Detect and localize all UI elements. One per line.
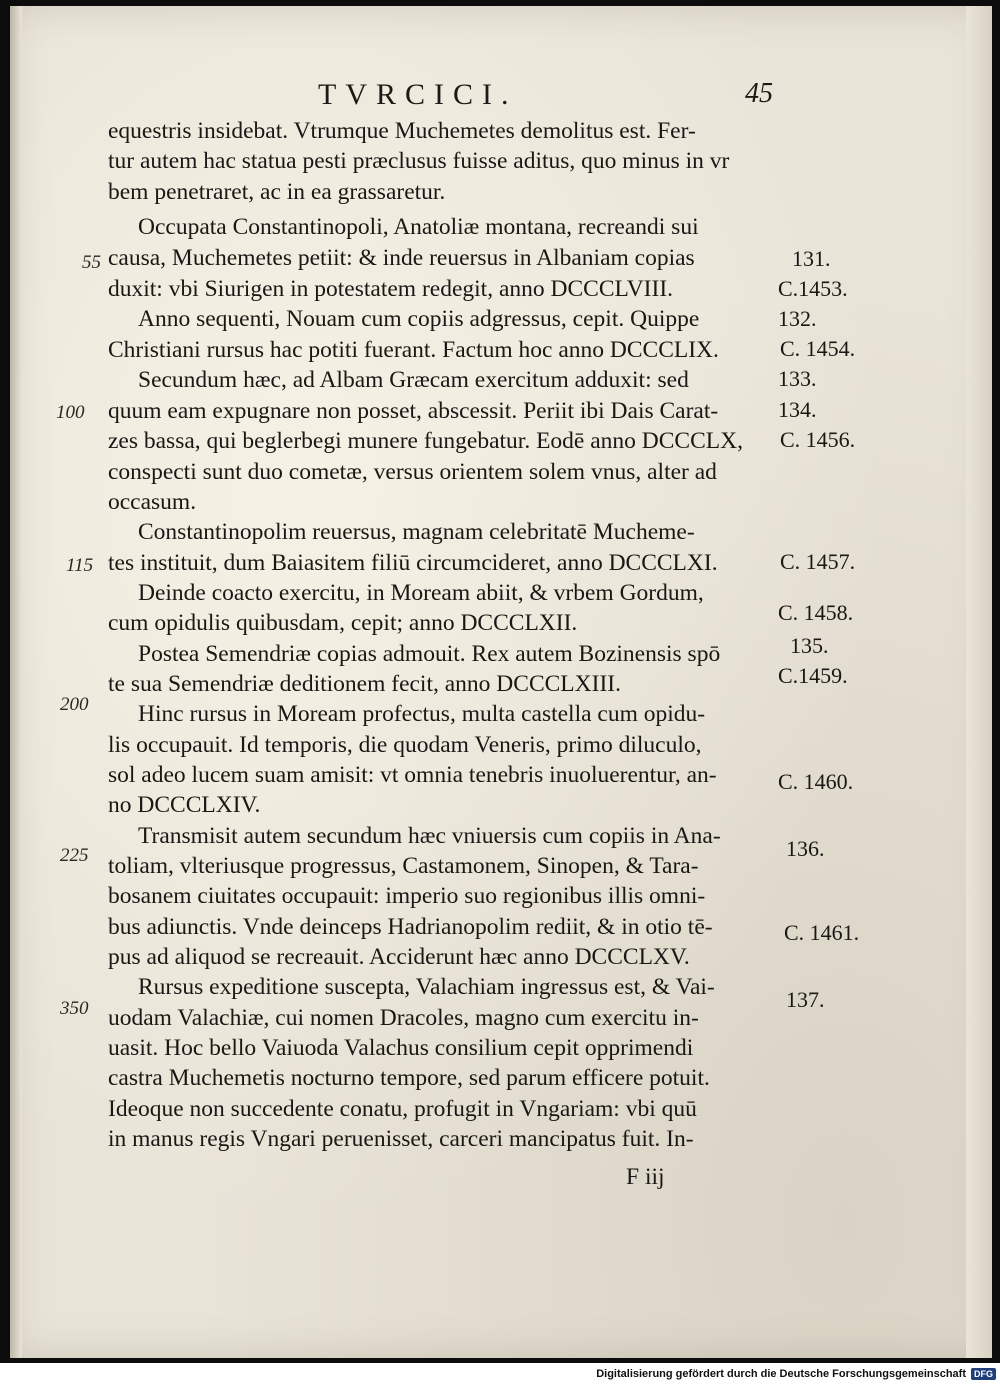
text-line: Postea Semendriæ copias admouit. Rex autem Bozinensis spō	[138, 641, 721, 667]
margin-note: 137.	[786, 987, 825, 1012]
margin-note: C.1453.	[778, 276, 848, 301]
text-line: Ideoque non succedente conatu, profugit in Vngariam: vbi quū	[108, 1096, 697, 1122]
text-line: in manus regis Vngari peruenisset, carceri mancipatus fuit. In-	[108, 1126, 694, 1152]
text-line: Hinc rursus in Moream profectus, multa castella cum opidu-	[138, 701, 706, 727]
margin-note: C. 1458.	[778, 600, 854, 625]
text-line: Anno sequenti, Nouam cum copiis adgressus, cepit. Quippe	[138, 306, 700, 332]
text-line: uodam Valachiæ, cui nomen Dracoles, magno cum exercitu in-	[108, 1005, 699, 1031]
text-line: causa, Muchemetes petiit: & inde reuersus in Albaniam copias	[108, 245, 695, 271]
margin-note: C. 1460.	[778, 769, 854, 794]
text-line: te sua Semendriæ deditionem fecit, anno DCCCLXIII.	[108, 671, 621, 697]
margin-note: 135.	[790, 633, 829, 658]
signature-mark: F iij	[626, 1164, 665, 1190]
text-line: equestris insidebat. Vtrumque Muchemetes demolitus est. Fer-	[108, 118, 696, 144]
margin-note: C.1459.	[778, 663, 848, 688]
page-gutter	[10, 6, 22, 1358]
page-edge	[966, 6, 992, 1358]
margin-mark: 225	[60, 845, 89, 866]
margin-note: 132.	[778, 306, 817, 331]
margin-note: C. 1457.	[780, 549, 856, 574]
footer-bar	[0, 1363, 1000, 1389]
text-line: lis occupauit. Id temporis, die quodam Veneris, primo diluculo,	[108, 732, 702, 758]
text-line: occasum.	[108, 489, 197, 515]
text-line: cum opidulis quibusdam, cepit; anno DCCCLXII.	[108, 610, 578, 636]
text-line: Deinde coacto exercitu, in Moream abiit, & vrbem Gordum,	[138, 580, 704, 606]
text-line: toliam, vlteriusque progressus, Castamonem, Sinopen, & Tara-	[108, 853, 699, 879]
text-line: castra Muchemetis nocturno tempore, sed parum efficere potuit.	[108, 1065, 710, 1091]
margin-note: C. 1454.	[780, 336, 856, 361]
page-number: 45	[745, 78, 773, 109]
text-line: Secundum hæc, ad Albam Græcam exercitum adduxit: sed	[138, 367, 689, 393]
text-line: Occupata Constantinopoli, Anatoliæ montana, recreandi sui	[138, 214, 699, 240]
text-line: Transmisit autem secundum hæc vniuersis cum copiis in Ana-	[138, 823, 721, 849]
margin-mark: 350	[60, 998, 89, 1019]
margin-note: 131.	[792, 246, 831, 271]
running-head: TVRCICI.	[318, 78, 518, 111]
margin-note: C. 1461.	[784, 920, 860, 945]
text-line: Christiani rursus hac potiti fuerant. Factum hoc anno DCCCLIX.	[108, 337, 719, 363]
dfg-logo-icon: DFG	[971, 1368, 996, 1380]
margin-mark: 55	[82, 252, 101, 273]
text-line: pus ad aliquod se recreauit. Acciderunt hæc anno DCCCLXV.	[108, 944, 690, 970]
margin-mark: 115	[66, 555, 94, 576]
text-line: conspecti sunt duo cometæ, versus orientem solem vnus, alter ad	[108, 459, 717, 485]
text-line: zes bassa, qui beglerbegi munere fungebatur. Eodē anno DCCCLX,	[108, 428, 743, 454]
text-line: Constantinopolim reuersus, magnam celebritatē Mucheme-	[138, 519, 695, 545]
margin-note: 136.	[786, 836, 825, 861]
margin-mark: 200	[60, 694, 89, 715]
text-line: bem penetraret, ac in ea grassaretur.	[108, 179, 446, 205]
text-line: sol adeo lucem suam amisit: vt omnia tenebris inuoluerentur, an-	[108, 762, 717, 788]
text-line: Rursus expeditione suscepta, Valachiam ingressus est, & Vai-	[138, 974, 715, 1000]
text-line: no DCCCLXIV.	[108, 792, 261, 818]
funding-credit: Digitalisierung gefördert durch die Deutsche Forschungsgemeinschaft	[596, 1368, 966, 1380]
margin-mark: 100	[56, 402, 85, 423]
margin-note: C. 1456.	[780, 427, 856, 452]
margin-note: 133.	[778, 366, 817, 391]
text-line: bosanem ciuitates occupauit: imperio suo regionibus illis omni-	[108, 883, 706, 909]
text-line: bus adiunctis. Vnde deinceps Hadrianopolim rediit, & in otio tē-	[108, 914, 713, 940]
text-line: duxit: vbi Siurigen in potestatem redegit, anno DCCCLVIII.	[108, 276, 674, 302]
margin-note: 134.	[778, 397, 817, 422]
text-line: tes instituit, dum Baiasitem filiū circumcideret, anno DCCCLXI.	[108, 550, 718, 576]
text-line: quum eam expugnare non posset, abscessit. Periit ibi Dais Carat-	[108, 398, 719, 424]
text-line: tur autem hac statua pesti præclusus fuisse aditus, quo minus in vr	[108, 148, 730, 174]
text-line: uasit. Hoc bello Vaiuoda Valachus consilium cepit opprimendi	[108, 1035, 694, 1061]
